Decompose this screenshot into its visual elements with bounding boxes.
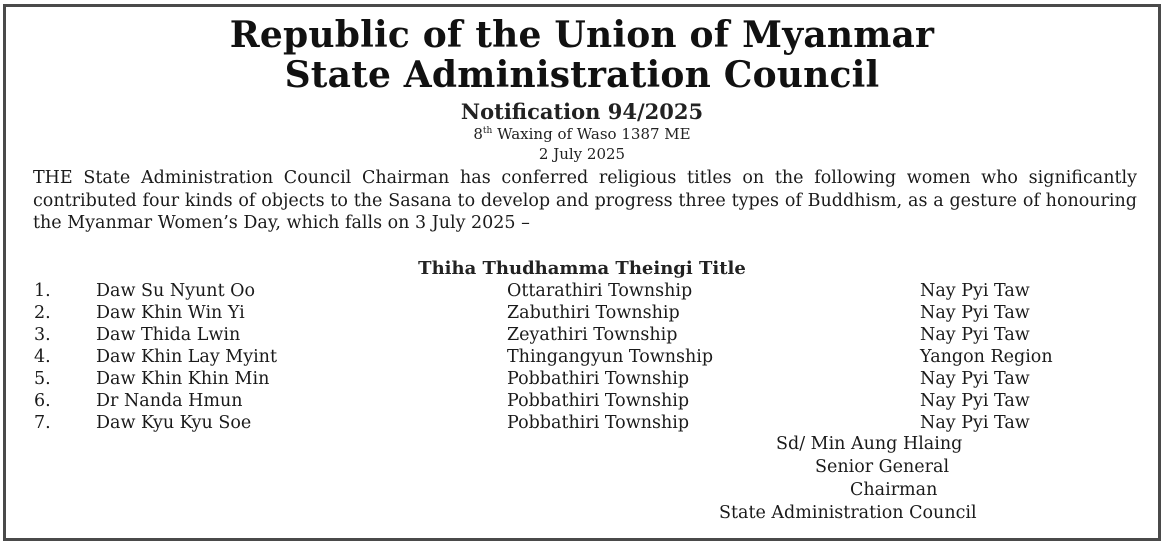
title-heading: Thiha Thudhamma Theingi Title bbox=[418, 258, 746, 279]
recipient-township: Pobbathiri Township bbox=[507, 413, 690, 433]
date-lunar-rest: Waxing of Waso 1387 ME bbox=[492, 125, 691, 143]
recipient-name: Daw Khin Win Yi bbox=[96, 303, 245, 323]
recipient-township: Pobbathiri Township bbox=[507, 391, 690, 411]
signature-name: Sd/ Min Aung Hlaing bbox=[776, 434, 963, 454]
recipient-place: Nay Pyi Taw bbox=[920, 325, 1030, 345]
recipient-place: Nay Pyi Taw bbox=[920, 413, 1030, 433]
recipient-township: Ottarathiri Township bbox=[507, 281, 693, 301]
recipient-name: Daw Kyu Kyu Soe bbox=[96, 413, 252, 433]
recipient-place: Yangon Region bbox=[920, 347, 1053, 367]
signature-organization: State Administration Council bbox=[719, 503, 977, 523]
recipient-name: Dr Nanda Hmun bbox=[96, 391, 243, 411]
recipient-number: 3. bbox=[34, 325, 51, 345]
date-lunar-day: 8 bbox=[473, 125, 483, 143]
recipient-township: Pobbathiri Township bbox=[507, 369, 690, 389]
recipient-number: 5. bbox=[34, 369, 51, 389]
notification-number: Notification 94/2025 bbox=[460, 99, 704, 124]
recipient-township: Zeyathiri Township bbox=[507, 325, 678, 345]
recipient-number: 6. bbox=[34, 391, 51, 411]
recipient-number: 2. bbox=[34, 303, 51, 323]
header-council: State Administration Council bbox=[284, 54, 880, 96]
recipient-township: Thingangyun Township bbox=[507, 347, 714, 367]
recipient-number: 1. bbox=[34, 281, 51, 301]
recipient-number: 4. bbox=[34, 347, 51, 367]
recipient-place: Nay Pyi Taw bbox=[920, 391, 1030, 411]
recipient-place: Nay Pyi Taw bbox=[920, 369, 1030, 389]
date-lunar bbox=[0, 125, 1164, 143]
recipient-name: Daw Khin Khin Min bbox=[96, 369, 270, 389]
recipient-place: Nay Pyi Taw bbox=[920, 303, 1030, 323]
date-gregorian: 2 July 2025 bbox=[538, 145, 626, 163]
recipient-township: Zabuthiri Township bbox=[507, 303, 680, 323]
signature-rank: Senior General bbox=[815, 457, 950, 477]
header-country: Republic of the Union of Myanmar bbox=[229, 14, 935, 56]
recipient-name: Daw Khin Lay Myint bbox=[96, 347, 277, 367]
date-lunar-suffix: th bbox=[482, 126, 493, 136]
signature-position: Chairman bbox=[850, 480, 938, 500]
recipient-place: Nay Pyi Taw bbox=[920, 281, 1030, 301]
recipient-number: 7. bbox=[34, 413, 51, 433]
body-paragraph: THE State Administration Council Chairman has conferred religious titles on the following women who significantly contributed four kinds of objects to the Sasana to develop and progress three types of Buddhism, as a gesture of honouring the Myanmar Women’s Day, which falls on 3 July 2025 – bbox=[33, 168, 1137, 234]
recipient-name: Daw Thida Lwin bbox=[96, 325, 241, 345]
recipient-name: Daw Su Nyunt Oo bbox=[96, 281, 256, 301]
